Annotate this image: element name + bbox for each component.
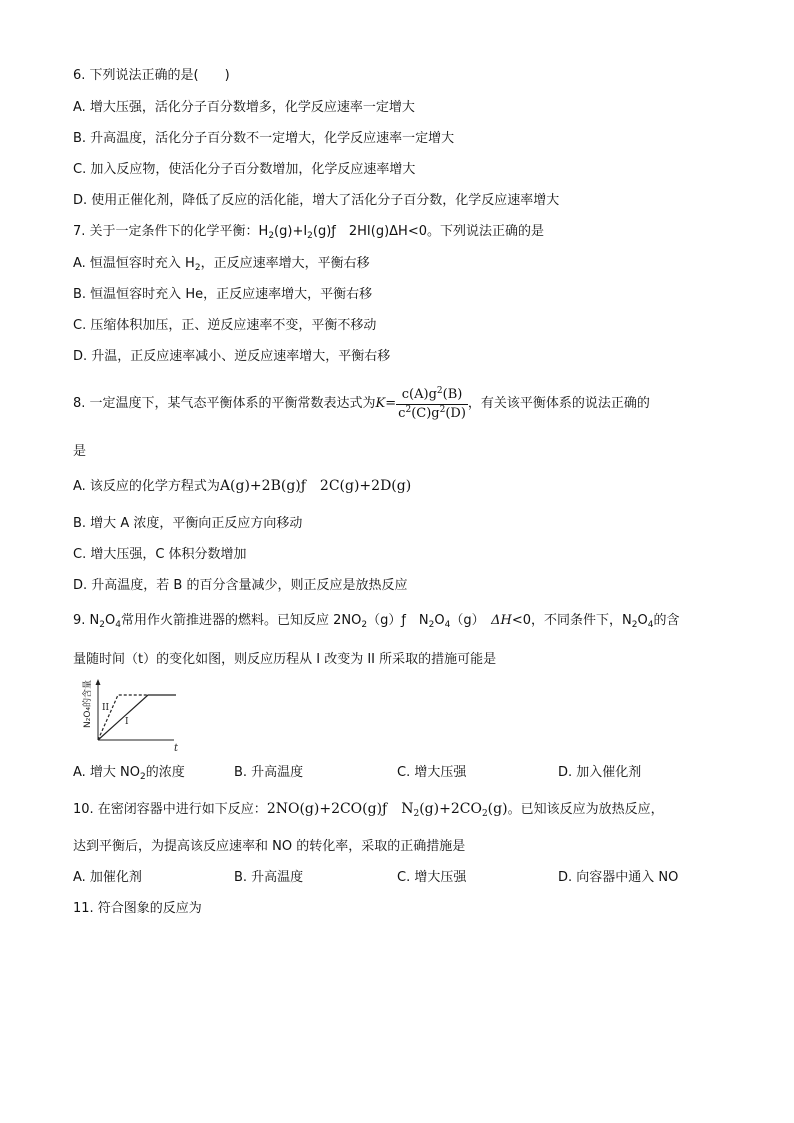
label-II: II [102, 703, 110, 713]
k-denominator: $c^2(C)g^2(D)$ [398, 404, 466, 421]
q10-stem: 10. 在密闭容器中进行如下反应：2NO(g)+2CO(g)ƒ $N_2(g)+2CO_2(g)$。已知该反应为放热反应， [73, 801, 664, 819]
q10-option-b: B. 升高温度 [234, 870, 304, 885]
q8-stem-line2: 是 [73, 444, 87, 459]
q6-stem: 6. 下列说法正确的是( ) [73, 68, 230, 83]
q8-option-a: A. 该反应的化学方程式为A(g)+2B(g)ƒ 2C(g)+2D(g) [73, 478, 412, 494]
q6-option-a: A. 增大压强，活化分子百分数增多，化学反应速率一定增大 [73, 100, 415, 115]
graph-y-axis-label: N₂O₄的含量 [83, 679, 93, 728]
q7-stem: 7. 关于一定条件下的化学平衡：$H_2(g)+I_2(g)ƒ$ 2HI(g)ΔH<0。下列说法正确的是 [73, 224, 544, 241]
q9-option-d: D. 加入催化剂 [558, 765, 642, 780]
q7-option-c: C. 压缩体积加压，正、逆反应速率不变，平衡不移动 [73, 318, 377, 333]
q8-stem: 8. 一定温度下，某气态平衡体系的平衡常数表达式为K= $\frac{c(A)g^2(B)}{c^2(C)g^2(D)}$ ，有关该平衡体系的说法正确的 [73, 385, 650, 421]
q9-option-c: C. 增大压强 [397, 765, 467, 780]
q9-graph [78, 676, 188, 756]
graph-x-axis-label: t [174, 743, 179, 754]
k-symbol: K [375, 396, 386, 411]
q6-option-b: B. 升高温度，活化分子百分数不一定增大，化学反应速率一定增大 [73, 131, 455, 146]
q9-stem: 9. $N_2O_4$常用作火箭推进器的燃料。已知反应 $2NO_2(g)ƒ$ $N_2O_4(g)$ ΔH<0，不同条件下，$N_2O_4$的含 [73, 613, 680, 630]
graph-y-arrow [96, 679, 101, 685]
q8-option-d: D. 升高温度，若 B 的百分含量减少，则正反应是放热反应 [73, 578, 408, 593]
q7-option-a: A. 恒温恒容时充入 $H_2$，正反应速率增大，平衡右移 [73, 256, 370, 273]
q6-option-c: C. 加入反应物，使活化分子百分数增加，化学反应速率增大 [73, 162, 416, 177]
q10-equation: 2NO(g)+2CO(g)ƒ $N_2(g)+2CO_2(g)$ [266, 801, 508, 819]
q11-stem: 11. 符合图象的反应为 [73, 901, 202, 916]
q6-option-d: D. 使用正催化剂，降低了反应的活化能，增大了活化分子百分数，化学反应速率增大 [73, 193, 560, 208]
k-fraction [396, 386, 468, 423]
q10-option-c: C. 增大压强 [397, 870, 467, 885]
q7-option-b: B. 恒温恒容时充入 He，正反应速率增大，平衡右移 [73, 287, 373, 302]
label-I: I [125, 717, 129, 727]
k-numerator: $c(A)g^2(B)$ [396, 386, 468, 405]
q9-option-b: B. 升高温度 [234, 765, 304, 780]
curve-I [98, 695, 176, 740]
q7-option-d: D. 升温，正反应速率减小、逆反应速率增大，平衡右移 [73, 349, 391, 364]
q10-stem-line2: 达到平衡后，为提高该反应速率和 NO 的转化率，采取的正确措施是 [73, 839, 466, 854]
q10-option-d: D. 向容器中通入 NO [558, 870, 679, 885]
q10-option-a: A. 加催化剂 [73, 870, 142, 885]
q9-stem-line2: 量随时间（t）的变化如图，则反应历程从 I 改变为 II 所采取的措施可能是 [73, 652, 497, 667]
q8-option-b: B. 增大 A 浓度，平衡向正反应方向移动 [73, 516, 303, 531]
q8-option-c: C. 增大压强，C 体积分数增加 [73, 547, 247, 562]
q9-option-a: A. 增大 $NO_2$的浓度 [73, 765, 185, 782]
